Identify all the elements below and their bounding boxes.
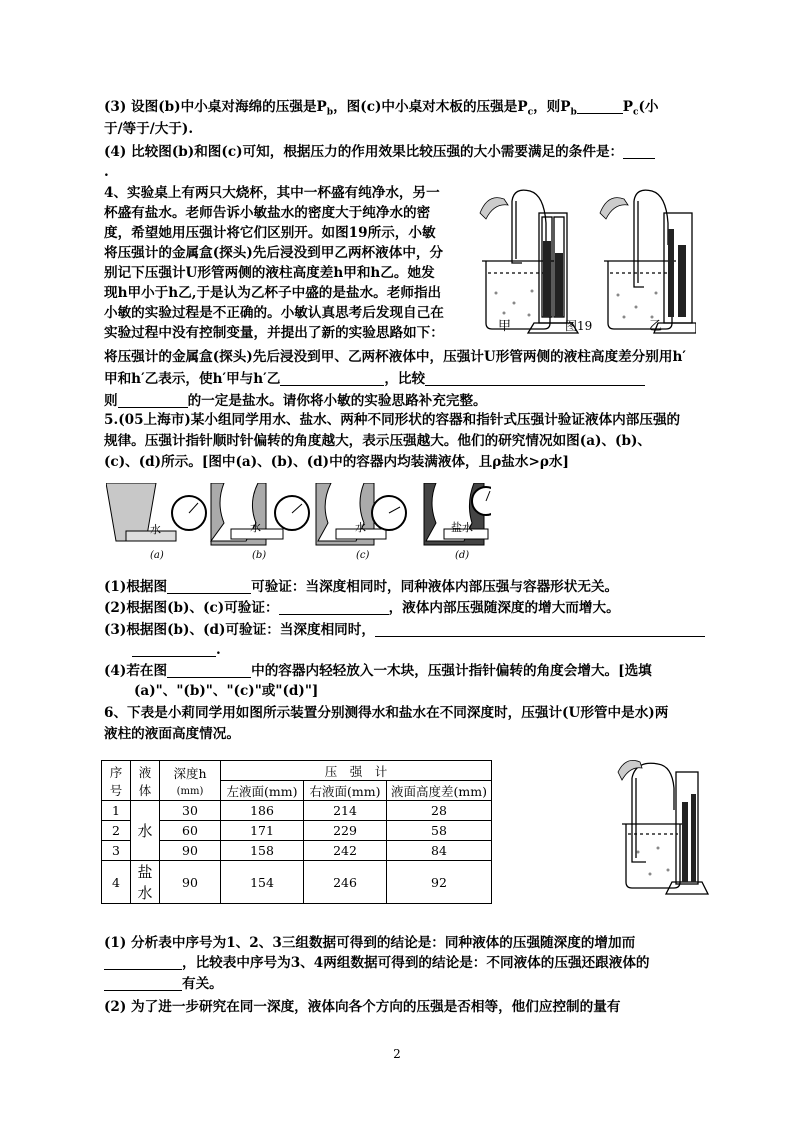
p4-line3: 度，希望她用压强计将它们区别开。如图19所示，小敏	[104, 225, 436, 241]
cell: 2	[102, 821, 131, 841]
cell: 186	[221, 801, 304, 821]
q3-line2: 于/等于/大于).	[104, 121, 194, 137]
p5-s3-cont: .	[132, 640, 221, 660]
p5-s2: (2)根据图(b)、(c)可验证： ，液体内部压强随深度的增大而增大。	[104, 600, 620, 616]
p4-line6: 现h甲小于h乙,于是认为乙杯子中盛的是盐水。老师指出	[104, 285, 442, 301]
blank[interactable]	[577, 98, 623, 114]
page-number: 2	[393, 1047, 401, 1061]
p5-s3: (3)根据图(b)、(d)可验证：当深度相同时，	[104, 620, 705, 640]
fig-d-label: 盐水	[451, 521, 473, 534]
cell: 3	[102, 841, 131, 861]
cell: 158	[221, 841, 304, 861]
fig-b-label: 水	[250, 521, 261, 534]
p6-line2: 液柱的液面高度情况。	[104, 726, 240, 742]
cell-salt: 盐 水	[131, 861, 160, 904]
blank[interactable]	[623, 143, 655, 159]
p5-line3: (c)、(d)所示。[图中(a)、(b)、(d)中的容器内均装满液体，且ρ盐水>ρ水]	[104, 454, 569, 470]
data-table	[101, 760, 492, 904]
p4-line10: 甲和h′乙表示，使h′甲与h′乙 ，比较	[104, 369, 645, 389]
fig-c-caption: (c)	[356, 550, 370, 561]
p5-s1: (1)根据图 可验证：当深度相同时，同种液体内部压强与容器形状无关。	[104, 579, 619, 595]
fig19-label-yi: 乙	[649, 319, 663, 334]
fig19-caption: 图19	[565, 319, 593, 333]
blank[interactable]	[104, 975, 182, 991]
p6-c2-line: (2) 为了进一步研究在同一深度，液体向各个方向的压强是否相等，他们应控制的量有	[104, 999, 621, 1015]
cell: 90	[160, 861, 221, 904]
cell: 242	[304, 841, 387, 861]
th-left: 左液面(mm)	[221, 781, 304, 801]
cell: 90	[160, 841, 221, 861]
fig-c-label: 水	[355, 521, 366, 534]
blank[interactable]	[132, 641, 216, 657]
fig-d-caption: (d)	[455, 550, 470, 561]
table-row	[102, 861, 492, 904]
fig-b-caption: (b)	[252, 550, 267, 561]
p6-c1-line3: 有关。	[104, 974, 223, 994]
th-diff: 液面高度差(mm)	[387, 781, 492, 801]
cell-water: 水	[131, 801, 160, 861]
fig19-label-jia: 甲	[498, 319, 512, 334]
p5-s4-cont: (a)"、"(b)"、"(c)"或"(d)"]	[134, 683, 319, 699]
cell: 92	[387, 861, 492, 904]
p6-line1: 6、下表是小莉同学用如图所示装置分别测得水和盐水在不同深度时，压强计(U形管中是水)两	[104, 705, 669, 721]
pressure-gauge-figure	[610, 752, 710, 897]
p4-line1: 4、实验桌上有两只大烧杯，其中一杯盛有纯净水，另一	[104, 185, 440, 201]
cell: 28	[387, 801, 492, 821]
p4-line2: 杯盛有盐水。老师告诉小敏盐水的密度大于纯净水的密	[104, 205, 431, 221]
blank[interactable]	[104, 954, 182, 970]
p5-line2: 规律。压强计指针顺时针偏转的角度越大，表示压强越大。他们的研究情况如图(a)、(b)、	[104, 433, 652, 449]
p4-line8: 实验过程中没有控制变量，并提出了新的实验思路如下：	[104, 325, 444, 341]
q3-line1: (3) 设图(b)中小桌对海绵的压强是$P_b$，图(c)中小桌对木板的压强是$P_c$，则$P_b$ $P_c$(小	[104, 99, 659, 118]
p5-line1: 5.(05上海市)某小组同学用水、盐水、两种不同形状的容器和指针式压强计验证液体内部压强的	[104, 412, 681, 428]
p4-line5: 别记下压强计U形管两侧的液柱高度差h甲和h乙。她发	[104, 265, 435, 281]
blank[interactable]	[118, 392, 188, 408]
q4a-line: (4) 比较图(b)和图(c)可知，根据压力的作用效果比较压强的大小需要满足的条件是：	[104, 142, 655, 162]
th-depth: 深度h (mm)	[160, 761, 221, 801]
th-pressure: 压 强 计	[221, 761, 492, 781]
p5-s4: (4)若在图 中的容器内轻轻放入一木块，压强计指针偏转的角度会增大。[选填	[104, 663, 652, 679]
cell: 229	[304, 821, 387, 841]
p6-c1-line2: ，比较表中序号为3、4两组数据可得到的结论是：不同液体的压强还跟液体的	[104, 953, 650, 973]
th-liquid: 液 体	[131, 761, 160, 801]
cell: 214	[304, 801, 387, 821]
cell: 154	[221, 861, 304, 904]
cell: 60	[160, 821, 221, 841]
blank[interactable]	[375, 621, 705, 637]
table-header-row	[102, 761, 492, 781]
cell: 171	[221, 821, 304, 841]
th-right: 右液面(mm)	[304, 781, 387, 801]
p4-line4: 将压强计的金属盒(探头)先后浸没到甲乙两杯液体中，分	[104, 245, 444, 261]
fig-a-caption: (a)	[150, 550, 164, 561]
cell: 84	[387, 841, 492, 861]
cell: 30	[160, 801, 221, 821]
th-no: 序 号	[102, 761, 131, 801]
table-row	[102, 841, 492, 861]
p4-line11: 则 的一定是盐水。请你将小敏的实验思路补充完整。	[104, 393, 487, 409]
cell: 58	[387, 821, 492, 841]
p4-line9: 将压强计的金属盒(探头)先后浸没到甲、乙两杯液体中，压强计U形管两侧的液柱高度差分别用h′	[104, 349, 686, 365]
blank[interactable]	[279, 599, 389, 615]
blank[interactable]	[280, 370, 384, 386]
cell: 246	[304, 861, 387, 904]
blank[interactable]	[167, 578, 251, 594]
cell: 4	[102, 861, 131, 904]
fig-a-label: 水	[150, 523, 161, 536]
table-row	[102, 801, 492, 821]
q4a-dot: .	[104, 164, 109, 180]
p6-c1-line1: (1) 分析表中序号为1、2、3三组数据可得到的结论是：同种液体的压强随深度的增加而	[104, 935, 636, 951]
p4-line7: 小敏的实验过程是不正确的。小敏认真思考后发现自己在	[104, 305, 444, 321]
blank[interactable]	[425, 370, 645, 386]
cell: 1	[102, 801, 131, 821]
table-row	[102, 821, 492, 841]
blank[interactable]	[167, 662, 251, 678]
